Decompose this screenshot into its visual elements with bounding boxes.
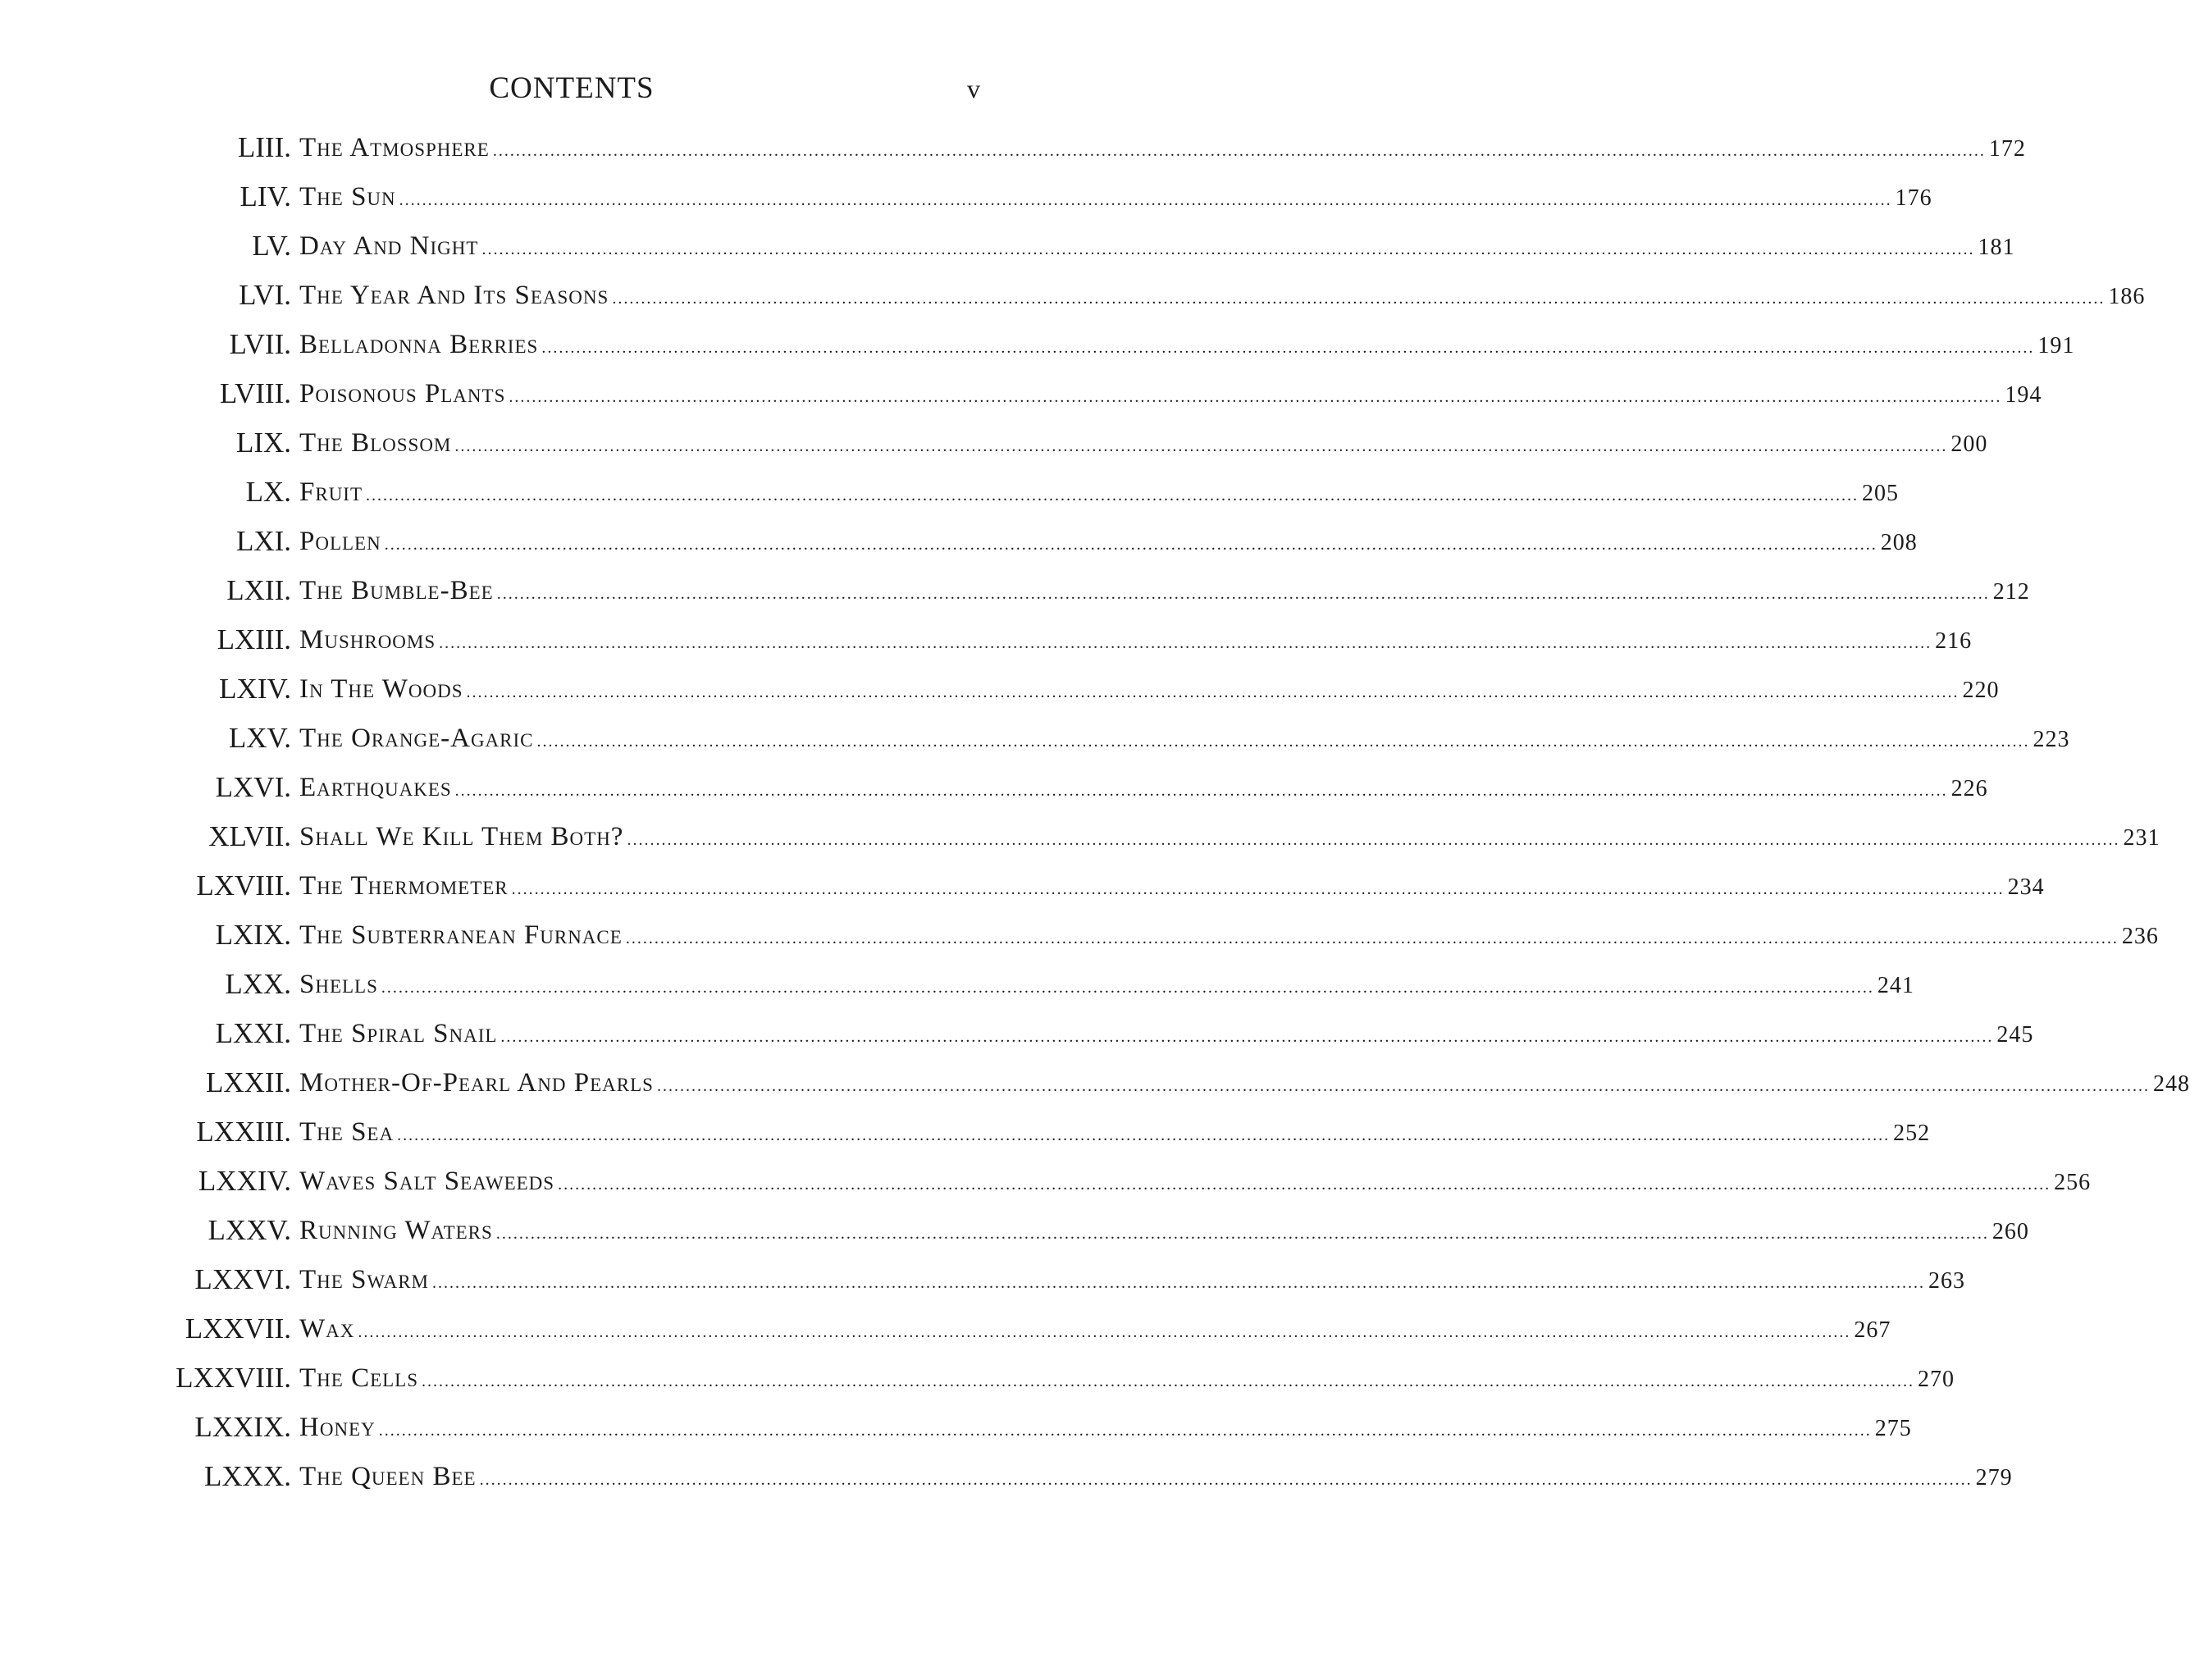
toc-entry [0, 1065, 2190, 1114]
chapter-page-number: 216 [1935, 628, 1973, 654]
toc-entry-line [299, 917, 2159, 956]
chapter-page-number: 234 [2007, 874, 2045, 900]
chapter-title: The Orange-Agaric [299, 724, 534, 753]
toc-entry-line [299, 1114, 1931, 1153]
toc-entry [0, 1360, 1955, 1409]
chapter-page-number: 200 [1950, 431, 1988, 457]
dot-leader: .................................................................................................................................................................................................................................................................... [384, 536, 1877, 554]
chapter-number: LXIII. [217, 623, 291, 655]
toc-entry [0, 573, 2030, 622]
chapter-number: LVI. [239, 279, 291, 311]
toc-entry-line [299, 326, 2075, 366]
chapter-page-number: 220 [1962, 678, 2000, 703]
toc-entry-line [299, 1016, 2034, 1055]
toc-entry [0, 425, 1988, 474]
toc-entry [0, 1311, 1891, 1360]
toc-entry [0, 277, 2146, 326]
dot-leader: .................................................................................................................................................................................................................................................................... [612, 290, 2106, 308]
chapter-page-number: 191 [2037, 333, 2075, 358]
chapter-title: Honey [299, 1413, 376, 1442]
chapter-number: LVIII. [219, 377, 291, 409]
dot-leader: .................................................................................................................................................................................................................................................................... [627, 831, 2120, 849]
dot-leader: .................................................................................................................................................................................................................................................................... [454, 437, 1948, 455]
dot-leader: .................................................................................................................................................................................................................................................................... [358, 1323, 1851, 1341]
toc-entry [0, 671, 2000, 720]
page-title: CONTENTS [489, 71, 655, 105]
chapter-page-number: 279 [1975, 1465, 2013, 1491]
dot-leader: .................................................................................................................................................................................................................................................................... [558, 1176, 2051, 1194]
chapter-title: Shall We Kill Them Both? [299, 822, 624, 851]
chapter-number: LV. [252, 230, 291, 262]
dot-leader: .................................................................................................................................................................................................................................................................... [397, 1126, 1891, 1144]
toc-entry-line [299, 228, 2015, 267]
dot-leader: .................................................................................................................................................................................................................................................................... [439, 634, 1932, 652]
chapter-page-number: 181 [1978, 235, 2015, 260]
chapter-number: LX. [245, 476, 291, 508]
chapter-title: The Thermometer [299, 871, 509, 901]
toc-entry [0, 966, 1914, 1016]
chapter-page-number: 263 [1928, 1268, 1965, 1294]
toc-entry [0, 523, 1918, 573]
chapter-number: LXXIII. [196, 1116, 291, 1148]
chapter-page-number: 212 [1992, 579, 2030, 605]
chapter-title: The Swarm [299, 1265, 429, 1294]
toc-entry [0, 1459, 2013, 1508]
toc-entry-line [299, 573, 2030, 612]
toc-entry-line [299, 376, 2042, 415]
chapter-number: LXVIII. [196, 870, 291, 902]
toc-entry [0, 1262, 1965, 1311]
toc-entry-line [299, 1459, 2013, 1498]
chapter-page-number: 248 [2152, 1071, 2190, 1097]
toc-entry [0, 622, 1973, 671]
toc-entry-line [299, 622, 1973, 661]
chapter-page-number: 256 [2054, 1170, 2092, 1195]
toc-entry [0, 228, 2015, 277]
dot-leader: .................................................................................................................................................................................................................................................................... [422, 1372, 1915, 1390]
chapter-number: LXXVII. [185, 1312, 291, 1344]
chapter-number: LXXX. [204, 1460, 291, 1492]
chapter-page-number: 267 [1854, 1317, 1891, 1343]
chapter-page-number: 205 [1862, 481, 1900, 506]
chapter-number: LXXI. [215, 1017, 291, 1049]
toc-entry-line [299, 1065, 2190, 1104]
toc-entry-line [299, 966, 1914, 1006]
toc-entry-line [299, 277, 2146, 317]
chapter-number: LXX. [225, 968, 291, 1000]
chapter-page-number: 275 [1874, 1416, 1912, 1441]
chapter-page-number: 176 [1895, 185, 1932, 211]
dot-leader: .................................................................................................................................................................................................................................................................... [492, 142, 1986, 160]
toc-entry-line [299, 671, 2000, 710]
toc-entry-line [299, 819, 2160, 858]
chapter-title: The Blossom [299, 428, 452, 458]
dot-leader: .................................................................................................................................................................................................................................................................... [381, 979, 1874, 997]
toc-entry-line [299, 425, 1988, 464]
toc-entry-line [299, 769, 1988, 809]
toc-entry [0, 720, 2070, 769]
chapter-page-number: 186 [2108, 284, 2146, 309]
chapter-page-number: 172 [1988, 136, 2026, 162]
toc-entry-line [299, 1409, 1912, 1449]
dot-leader: .................................................................................................................................................................................................................................................................... [481, 240, 1975, 258]
chapter-title: The Bumble-Bee [299, 576, 494, 605]
chapter-page-number: 226 [1950, 776, 1988, 801]
chapter-title: Belladonna Berries [299, 330, 539, 359]
page-number: v [967, 74, 980, 103]
toc-entry [0, 130, 2026, 179]
chapter-number: LXXIV. [198, 1165, 291, 1197]
toc-entry [0, 868, 2045, 917]
dot-leader: .................................................................................................................................................................................................................................................................... [479, 1471, 1973, 1489]
dot-leader: .................................................................................................................................................................................................................................................................... [466, 683, 1960, 701]
dot-leader: .................................................................................................................................................................................................................................................................... [454, 782, 1948, 800]
toc-entry-line [299, 720, 2070, 760]
chapter-title: Pollen [299, 527, 381, 556]
toc-entry [0, 376, 2042, 425]
chapter-number: LXI. [235, 525, 291, 557]
toc-entry-line [299, 1311, 1891, 1350]
chapter-number: LXV. [228, 722, 291, 754]
chapter-title: Waves Salt Seaweeds [299, 1166, 555, 1196]
chapter-number: LXVI. [215, 771, 291, 803]
chapter-page-number: 231 [2123, 825, 2160, 851]
toc-entry [0, 179, 1932, 228]
page-header [0, 71, 1120, 112]
toc-entry-line [299, 474, 1900, 514]
toc-entry [0, 819, 2160, 868]
toc-entry-line [299, 179, 1932, 218]
toc-entry-line [299, 1262, 1965, 1301]
dot-leader: .................................................................................................................................................................................................................................................................... [511, 880, 2005, 898]
toc-entry-line [299, 868, 2045, 907]
toc-entry [0, 1016, 2034, 1065]
dot-leader: .................................................................................................................................................................................................................................................................... [536, 733, 2030, 751]
chapter-title: Running Waters [299, 1216, 493, 1245]
chapter-title: Wax [299, 1314, 355, 1344]
dot-leader: .................................................................................................................................................................................................................................................................... [399, 191, 1892, 209]
dot-leader: .................................................................................................................................................................................................................................................................... [495, 1225, 1989, 1243]
chapter-title: Poisonous Plants [299, 379, 506, 409]
dot-leader: .................................................................................................................................................................................................................................................................... [431, 1274, 1925, 1292]
chapter-page-number: 236 [2121, 924, 2159, 949]
chapter-number: LIV. [240, 180, 291, 212]
table-of-contents [0, 130, 2190, 1508]
toc-entry-line [299, 1212, 2029, 1252]
chapter-number: LXXII. [206, 1066, 291, 1098]
chapter-title: In The Woods [299, 674, 463, 704]
toc-entry [0, 1409, 1912, 1459]
chapter-page-number: 252 [1893, 1121, 1931, 1146]
chapter-page-number: 241 [1877, 973, 1914, 998]
chapter-title: The Subterranean Furnace [299, 920, 623, 950]
chapter-title: The Cells [299, 1363, 419, 1393]
chapter-title: Day And Night [299, 231, 479, 261]
chapter-number: LVII. [229, 328, 291, 360]
dot-leader: .................................................................................................................................................................................................................................................................... [509, 388, 2002, 406]
toc-entry [0, 917, 2159, 966]
chapter-title: The Spiral Snail [299, 1019, 498, 1048]
chapter-title: Mushrooms [299, 625, 436, 655]
toc-entry [0, 1114, 1931, 1163]
toc-entry-line [299, 130, 2026, 169]
dot-leader: .................................................................................................................................................................................................................................................................... [496, 585, 1990, 603]
chapter-number: LXXIX. [194, 1411, 291, 1443]
chapter-title: Shells [299, 970, 378, 999]
chapter-number: LXIV. [219, 673, 291, 705]
chapter-number: LXXVIII. [176, 1362, 291, 1394]
dot-leader: .................................................................................................................................................................................................................................................................... [656, 1077, 2150, 1095]
chapter-page-number: 223 [2033, 727, 2070, 752]
chapter-number: LIX. [235, 427, 291, 459]
dot-leader: .................................................................................................................................................................................................................................................................... [541, 339, 2035, 357]
chapter-title: Earthquakes [299, 773, 452, 802]
toc-entry-line [299, 1163, 2092, 1203]
toc-entry-line [299, 1360, 1955, 1399]
toc-entry [0, 1163, 2092, 1212]
chapter-page-number: 270 [1918, 1367, 1955, 1392]
chapter-number: LXII. [226, 574, 291, 606]
chapter-number: LIII. [237, 131, 291, 163]
chapter-title: The Sun [299, 182, 396, 212]
chapter-title: The Atmosphere [299, 133, 490, 162]
chapter-title: Mother-Of-Pearl And Pearls [299, 1068, 654, 1098]
toc-entry-line [299, 523, 1918, 563]
dot-leader: .................................................................................................................................................................................................................................................................... [500, 1028, 1994, 1046]
chapter-title: The Sea [299, 1117, 395, 1147]
toc-entry [0, 326, 2075, 376]
chapter-number: LXXV. [208, 1214, 291, 1246]
chapter-page-number: 245 [1996, 1022, 2034, 1048]
toc-entry [0, 474, 1900, 523]
chapter-page-number: 194 [2005, 382, 2042, 408]
toc-entry [0, 769, 1988, 819]
chapter-title: Fruit [299, 477, 363, 507]
chapter-page-number: 260 [1992, 1219, 2029, 1244]
dot-leader: .................................................................................................................................................................................................................................................................... [366, 486, 1859, 504]
dot-leader: .................................................................................................................................................................................................................................................................... [625, 929, 2119, 947]
chapter-number: XLVII. [208, 820, 291, 852]
chapter-title: The Queen Bee [299, 1462, 477, 1491]
dot-leader: .................................................................................................................................................................................................................................................................... [378, 1422, 1872, 1440]
chapter-number: LXIX. [215, 919, 291, 951]
chapter-number: LXXVI. [194, 1263, 291, 1295]
toc-entry [0, 1212, 2029, 1262]
chapter-page-number: 208 [1880, 530, 1918, 555]
chapter-title: The Year And Its Seasons [299, 281, 609, 310]
